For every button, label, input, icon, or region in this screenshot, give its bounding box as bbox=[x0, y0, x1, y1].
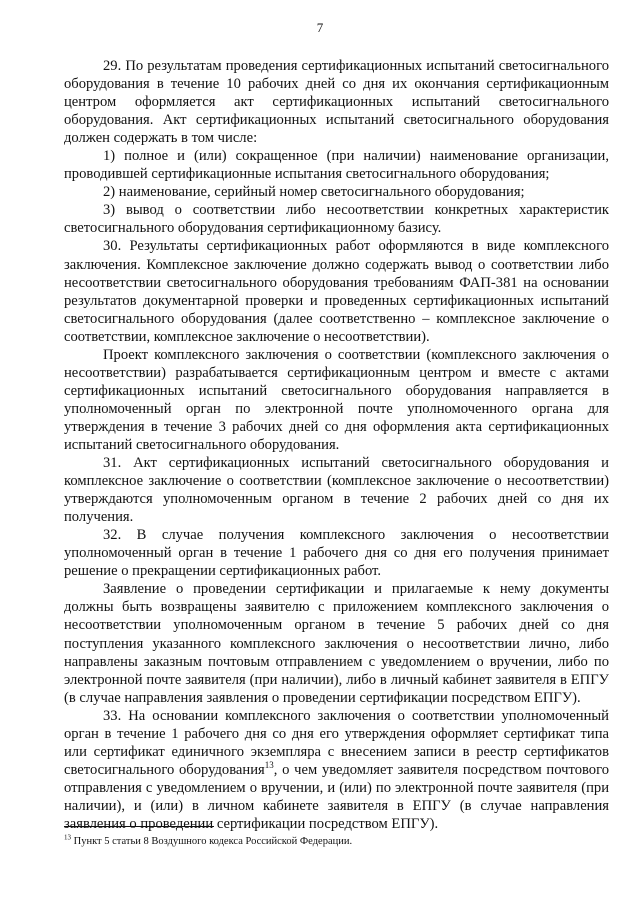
footnote-text: Пункт 5 статьи 8 Воздушного кодекса Российской Федерации. bbox=[71, 836, 353, 847]
paragraph-33-text-end: , о чем уведомляет заявителя посредством почтового отправления с уведомлением о вручении, и (или) по электронной почте заявителя (при наличии), и (или) в личном кабинете заявителя в ЕПГУ (в случае направления заявления о проведении сертификации посредством ЕПГУ). bbox=[64, 761, 609, 832]
paragraph-32-return: Заявление о проведении сертификации и прилагаемые к нему документы должны быть возвращены заявителю с приложением комплексного заключения о несоответствии уполномоченным органом в течение 5 рабочих дней со дня поступления указанного комплексного заключения о несоответствии лично, либо направлены заказным почтовым отправлением с уведомлением о вручении, либо по электронной почте заявителя (при наличии), либо в личный кабинет заявителя в ЕПГУ (в случае направления заявления о проведении сертификации посредством ЕПГУ). bbox=[64, 581, 609, 706]
paragraph-29: 29. По результатам проведения сертификационных испытаний светосигнального оборудования в течение 10 рабочих дней со дня их окончания сертификационным центром оформляется акт сертификационных испытаний светосигнального оборудования. Акт сертификационных испытаний светосигнального оборудования должен содержать в том числе: bbox=[64, 58, 609, 147]
footnote-marker: 13 bbox=[64, 833, 71, 842]
footnote-separator bbox=[64, 826, 214, 827]
paragraph-31: 31. Акт сертификационных испытаний светосигнального оборудования и комплексное заключение о соответствии (комплексное заключение о несоответствии) утверждаются уполномоченным органом в течение 2 рабочих дней со дня их получения. bbox=[64, 455, 609, 526]
footnote-reference[interactable]: 13 bbox=[264, 759, 274, 770]
page-number: 7 bbox=[316, 20, 324, 35]
paragraph-32: 32. В случае получения комплексного заключения о несоответствии уполномоченный орган в течение 1 рабочего дня со дня его получения принимает решение о прекращении сертификационных работ. bbox=[64, 527, 609, 580]
paragraph-30-draft: Проект комплексного заключения о соответствии (комплексного заключения о несоответствии) разрабатывается сертификационным центром и вместе с актами сертификационных испытаний светосигнального оборудования направляется в уполномоченный орган по электронной почте уполномоченного органа для утверждения в течение 3 рабочих дней со дня оформления акта сертификационных испытаний светосигнального оборудования. bbox=[64, 346, 609, 453]
paragraph-29-item-2: 2) наименование, серийный номер светосигнального оборудования; bbox=[103, 184, 525, 201]
paragraph-33-text-start: 33. На основании комплексного заключения о соответствии уполномоченный орган в течение 1 рабочего дня со дня его утверждения оформляет сертификат типа или сертификат единичного экземпляра с внесением записи в реестр сертификатов светосигнального оборудования bbox=[64, 707, 609, 778]
document-body bbox=[64, 57, 609, 833]
paragraph-33 bbox=[64, 707, 609, 833]
footnote bbox=[64, 835, 609, 848]
paragraph-29-item-1: 1) полное и (или) сокращенное (при наличии) наименование организации, проводившей сертификационные испытания светосигнального оборудования; bbox=[64, 148, 609, 183]
paragraph-29-item-3: 3) вывод о соответствии либо несоответствии конкретных характеристик светосигнального оборудования сертификационному базису. bbox=[64, 202, 609, 237]
paragraph-30: 30. Результаты сертификационных работ оформляются в виде комплексного заключения. Комплексное заключение должно содержать вывод о соответствии либо несоответствии светосигнального оборудования требованиям ФАП-381 на основании результатов документарной проверки и проведенных сертификационных испытаний светосигнального оборудования (далее соответственно – комплексное заключение о соответствии, комплексное заключение о несоответствии). bbox=[64, 238, 609, 345]
